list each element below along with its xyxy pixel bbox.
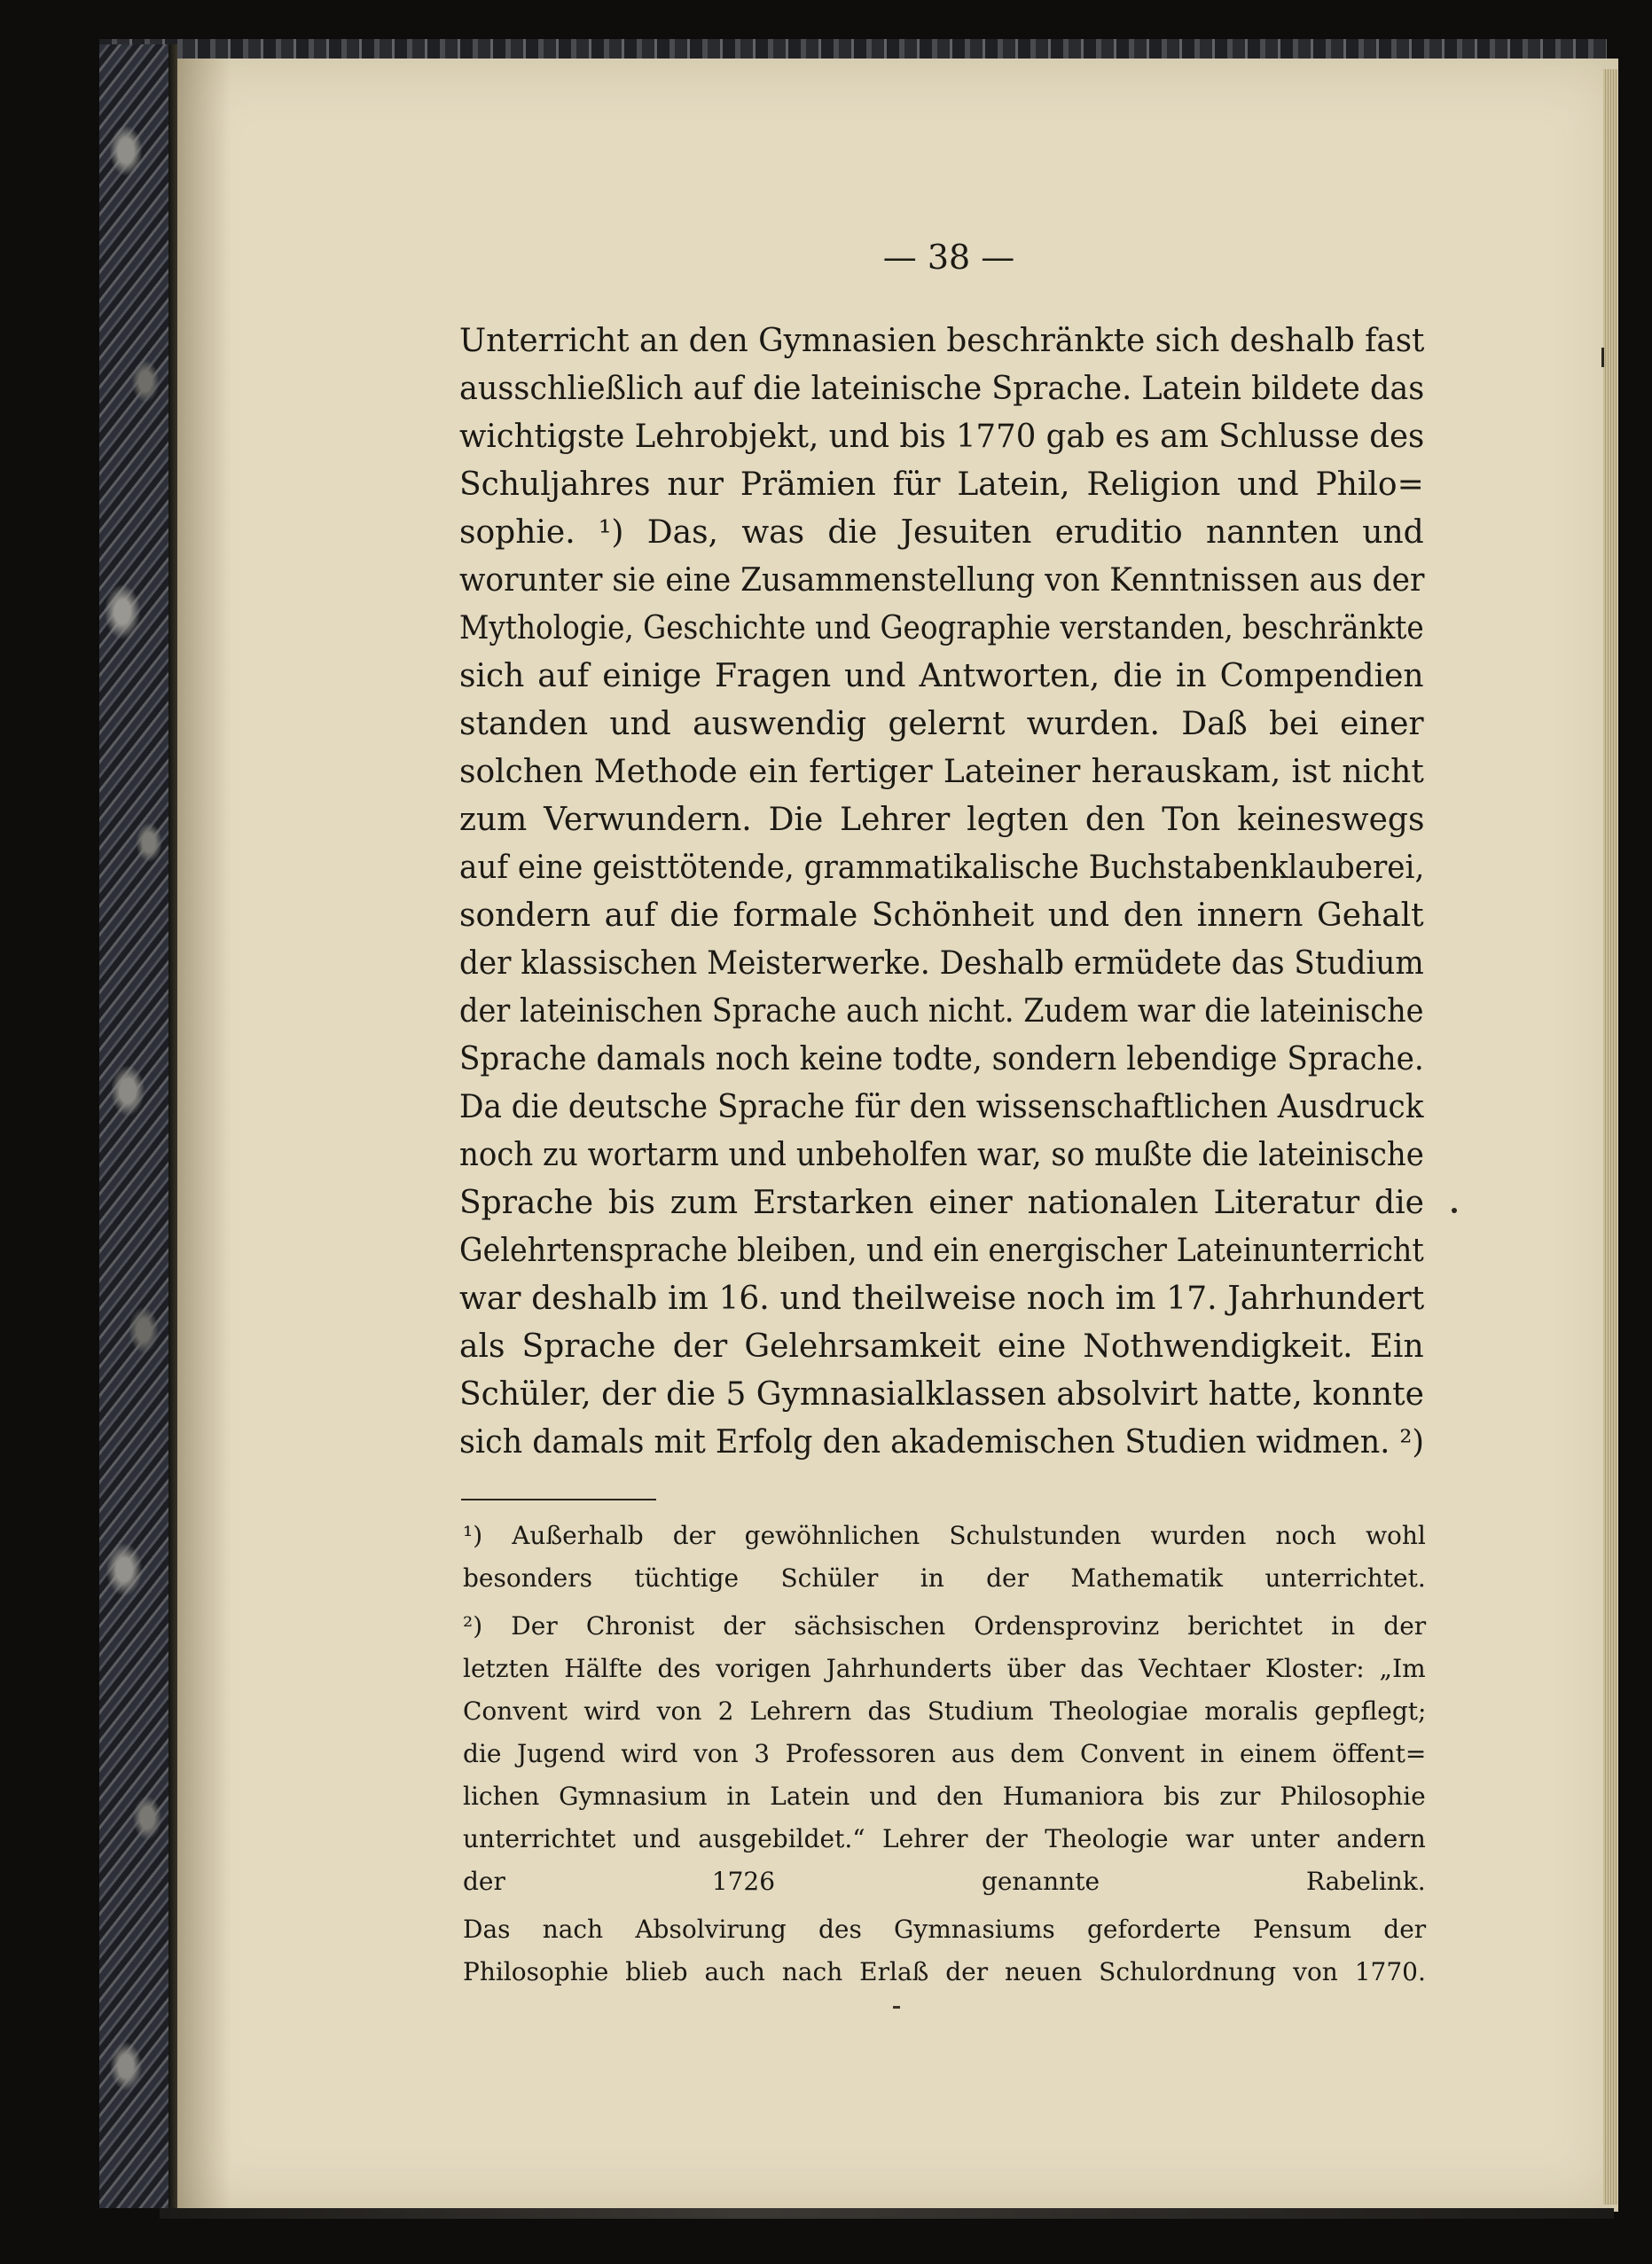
footnote-2	[463, 1605, 1426, 1903]
footnote-continuation	[463, 1908, 1426, 1994]
footnote-separator	[461, 1499, 656, 1500]
footnote-line: lichen Gymnasium in Latein und den Humaniora bis zur Philosophie	[463, 1782, 1426, 1811]
footnote-line: Convent wird von 2 Lehrern das Studium Theologiae moralis gepflegt;	[463, 1696, 1427, 1726]
body-line: Sprache bis zum Erstarken einer nationalen Literatur die	[459, 1185, 1424, 1221]
gutter-shadow	[177, 59, 231, 2212]
body-line: standen und auswendig gelernt wurden. Daß bei einer	[459, 706, 1424, 742]
body-line: zum Verwundern. Die Lehrer legten den Ton keineswegs	[459, 802, 1425, 838]
body-line: Gelehrtensprache bleiben, und ein energischer Lateinunterricht	[459, 1233, 1424, 1269]
footnote-line: ¹) Außerhalb der gewöhnlichen Schulstunden wurden noch wohl	[463, 1521, 1426, 1550]
cover-board-edge	[168, 44, 177, 2208]
footnote-line: der 1726 genannte Rabelink.	[463, 1867, 1426, 1896]
page-block-edges	[1603, 69, 1617, 2205]
page-number: — 38 —	[882, 238, 1015, 277]
footnotes	[463, 1515, 1426, 1994]
body-line: worunter sie eine Zusammenstellung von Kenntnissen aus der	[459, 562, 1425, 599]
footnote-line: besonders tüchtige Schüler in der Mathematik unterrichtet.	[463, 1563, 1426, 1593]
body-line: Da die deutsche Sprache für den wissenschaftlichen Ausdruck	[459, 1089, 1424, 1125]
body-line: solchen Methode ein fertiger Lateiner herauskam, ist nicht	[459, 754, 1424, 790]
body-text	[459, 317, 1424, 1467]
body-line: war deshalb im 16. und theilweise noch im 17. Jahrhundert	[459, 1281, 1425, 1317]
body-line: noch zu wortarm und unbeholfen war, so mußte die lateinische	[459, 1137, 1424, 1173]
footnote-line: Das nach Absolvirung des Gymnasiums geforderte Pensum der	[463, 1915, 1427, 1944]
body-line: sophie. ¹) Das, was die Jesuiten eruditio nannten und	[459, 514, 1424, 551]
body-line: ausschließlich auf die lateinische Sprache. Latein bildete das	[459, 371, 1425, 407]
footnote-line: ²) Der Chronist der sächsischen Ordensprovinz berichtet in der	[463, 1611, 1427, 1641]
body-line: Sprache damals noch keine todte, sondern lebendige Sprache.	[459, 1041, 1424, 1077]
body-line: sich auf einige Fragen und Antworten, die in Compendien	[459, 658, 1424, 694]
printer-mark	[893, 2006, 900, 2009]
footnote-line: unterrichtet und ausgebildet.“ Lehrer der Theologie war unter andern	[463, 1824, 1426, 1853]
body-line: Mythologie, Geschichte und Geographie verstanden, beschränkte	[459, 610, 1424, 646]
footnote-line: Philosophie blieb auch nach Erlaß der neuen Schulordnung von 1770.	[463, 1957, 1426, 1986]
body-line: Schuljahres nur Prämien für Latein, Religion und Philo=	[459, 466, 1424, 503]
footnote-1	[463, 1515, 1426, 1600]
body-line: der lateinischen Sprache auch nicht. Zudem war die lateinische	[459, 993, 1424, 1030]
spine-bottom-strip	[160, 2208, 1614, 2219]
body-line: sich damals mit Erfolg den akademischen Studien widmen. ²)	[459, 1424, 1425, 1461]
footnote-line: letzten Hälfte des vorigen Jahrhunderts über das Vechtaer Kloster: „Im	[463, 1654, 1426, 1683]
body-line: auf eine geisttötende, grammatikalische Buchstabenklauberei,	[459, 850, 1425, 886]
marbled-cover-board	[99, 44, 168, 2208]
margin-dot	[1452, 1208, 1457, 1213]
body-line: Schüler, der die 5 Gymnasialklassen absolvirt hatte, konnte	[459, 1376, 1424, 1413]
body-line: als Sprache der Gelehrsamkeit eine Nothwendigkeit. Ein	[459, 1328, 1424, 1365]
body-line: Unterricht an den Gymnasien beschränkte sich deshalb fast	[459, 323, 1425, 359]
body-line: sondern auf die formale Schönheit und den innern Gehalt	[459, 897, 1424, 934]
footnote-line: die Jugend wird von 3 Professoren aus dem Convent in einem öffent=	[463, 1739, 1427, 1768]
margin-tick	[1601, 348, 1604, 367]
body-line: wichtigste Lehrobjekt, und bis 1770 gab es am Schlusse des	[459, 419, 1425, 455]
body-line: der klassischen Meisterwerke. Deshalb ermüdete das Studium	[459, 945, 1424, 982]
